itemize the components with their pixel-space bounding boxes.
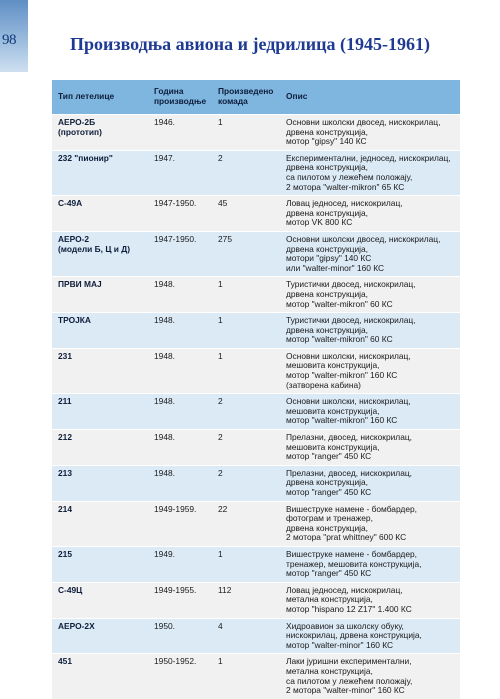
cell-description: Вишеструке намене - бомбардер, тренажер, мешовита конструкција, мотор "ranger" 450 КС [280, 546, 460, 582]
page-title: Производња авиона и једрилица (1945-1961) [69, 34, 431, 54]
table-row [52, 348, 460, 393]
cell-production-year: 1950. [148, 618, 212, 654]
table-row [52, 582, 460, 618]
cell-units-produced: 22 [212, 501, 280, 546]
cell-aircraft-type: 231 [52, 348, 148, 393]
cell-units-produced: 1 [212, 277, 280, 313]
cell-aircraft-type: 213 [52, 465, 148, 501]
cell-production-year: 1949-1955. [148, 582, 212, 618]
cell-aircraft-type: 215 [52, 546, 148, 582]
cell-aircraft-type: С-49А [52, 196, 148, 232]
header-units-produced: Произведено комада [212, 80, 280, 115]
table-row [52, 501, 460, 546]
table-row [52, 313, 460, 349]
cell-production-year: 1948. [148, 277, 212, 313]
table-row [52, 115, 460, 151]
table-row [52, 546, 460, 582]
cell-units-produced: 112 [212, 582, 280, 618]
cell-units-produced: 1 [212, 115, 280, 151]
cell-description: Прелазни, двосед, нискокрилац, дрвена конструкција, мотор "ranger" 450 КС [280, 465, 460, 501]
cell-aircraft-type: АЕРО-2 (модели Б, Ц и Д) [52, 231, 148, 276]
table-row [52, 150, 460, 195]
table-row [52, 430, 460, 466]
table-row [52, 231, 460, 276]
table-row [52, 196, 460, 232]
cell-production-year: 1949. [148, 546, 212, 582]
cell-production-year: 1948. [148, 394, 212, 430]
table-row [52, 465, 460, 501]
table-row [52, 277, 460, 313]
cell-description: Експериментални, једносед, нискокрилац, дрвена конструкција, са пилотом у лежећем положају, 2 мотора "walter-mikron" 65 КС [280, 150, 460, 195]
cell-units-produced: 2 [212, 430, 280, 466]
cell-description: Прелазни, двосед, нискокрилац, мешовита конструкција, мотор "ranger" 450 КС [280, 430, 460, 466]
cell-aircraft-type: 211 [52, 394, 148, 430]
cell-description: Основни школски, нискокрилац, мешовита конструкција, мотор "walter-mikron" 160 КС [280, 394, 460, 430]
cell-units-produced: 2 [212, 394, 280, 430]
cell-production-year: 1948. [148, 313, 212, 349]
cell-production-year: 1947. [148, 150, 212, 195]
cell-description: Основни школски двосед, нискокрилац, дрвена конструкција, мотори "gipsy" 140 КС или "walter-minor" 160 КС [280, 231, 460, 276]
cell-description: Основни школски двосед, нискокрилац, дрвена конструкција, мотор "gipsy" 140 КС [280, 115, 460, 151]
table-header-row [52, 80, 460, 115]
header-aircraft-type: Тип летелице [52, 80, 148, 115]
cell-description: Вишеструке намене - бомбардер, фотограм и тренажер, дрвена конструкција, 2 мотора "prat whittney" 600 КС [280, 501, 460, 546]
cell-units-produced: 45 [212, 196, 280, 232]
cell-units-produced: 275 [212, 231, 280, 276]
cell-production-year: 1947-1950. [148, 196, 212, 232]
cell-production-year: 1948. [148, 430, 212, 466]
cell-production-year: 1948. [148, 465, 212, 501]
cell-description: Основни школски, нискокрилац, мешовита конструкција, мотор "walter-mikron" 160 КС (затворена кабина) [280, 348, 460, 393]
cell-aircraft-type: 212 [52, 430, 148, 466]
cell-units-produced: 1 [212, 313, 280, 349]
table-row [52, 654, 460, 699]
cell-description: Хидроавион за школску обуку, нискокрилац, дрвена конструкција, мотор "walter-minor" 160 КС [280, 618, 460, 654]
cell-units-produced: 1 [212, 546, 280, 582]
cell-aircraft-type: С-49Ц [52, 582, 148, 618]
cell-units-produced: 2 [212, 465, 280, 501]
cell-production-year: 1947-1950. [148, 231, 212, 276]
cell-production-year: 1949-1959. [148, 501, 212, 546]
cell-units-produced: 2 [212, 150, 280, 195]
cell-production-year: 1948. [148, 348, 212, 393]
cell-description: Ловац једносед, нискокрилац, метална конструкција, мотор "hispano 12 Z17" 1.400 КС [280, 582, 460, 618]
cell-production-year: 1946. [148, 115, 212, 151]
cell-aircraft-type: ТРОЈКА [52, 313, 148, 349]
cell-aircraft-type: 451 [52, 654, 148, 699]
cell-description: Лаки јуришни експериментални, метална конструкција, са пилотом у лежећем положају, 2 мотора "walter-minor" 160 КС [280, 654, 460, 699]
cell-units-produced: 1 [212, 654, 280, 699]
header-description: Опис [280, 80, 460, 115]
cell-aircraft-type: АЕРО-2Х [52, 618, 148, 654]
production-table [52, 80, 460, 699]
table-row [52, 618, 460, 654]
cell-aircraft-type: АЕРО-2Б (прототип) [52, 115, 148, 151]
cell-description: Ловац једносед, нискокрилац, дрвена конструкција, мотор VK 800 КС [280, 196, 460, 232]
header-production-year: Година производње [148, 80, 212, 115]
cell-description: Туристички двосед, нискокрилац, дрвена конструкција, мотор "walter-mikron" 60 КС [280, 277, 460, 313]
cell-units-produced: 4 [212, 618, 280, 654]
cell-aircraft-type: ПРВИ МАЈ [52, 277, 148, 313]
cell-description: Туристички двосед, нискокрилац, дрвена конструкција, мотор "walter-mikron" 60 КС [280, 313, 460, 349]
cell-aircraft-type: 232 "пионир" [52, 150, 148, 195]
page-number: 98 [2, 32, 16, 48]
cell-units-produced: 1 [212, 348, 280, 393]
cell-production-year: 1950-1952. [148, 654, 212, 699]
table-row [52, 394, 460, 430]
cell-aircraft-type: 214 [52, 501, 148, 546]
